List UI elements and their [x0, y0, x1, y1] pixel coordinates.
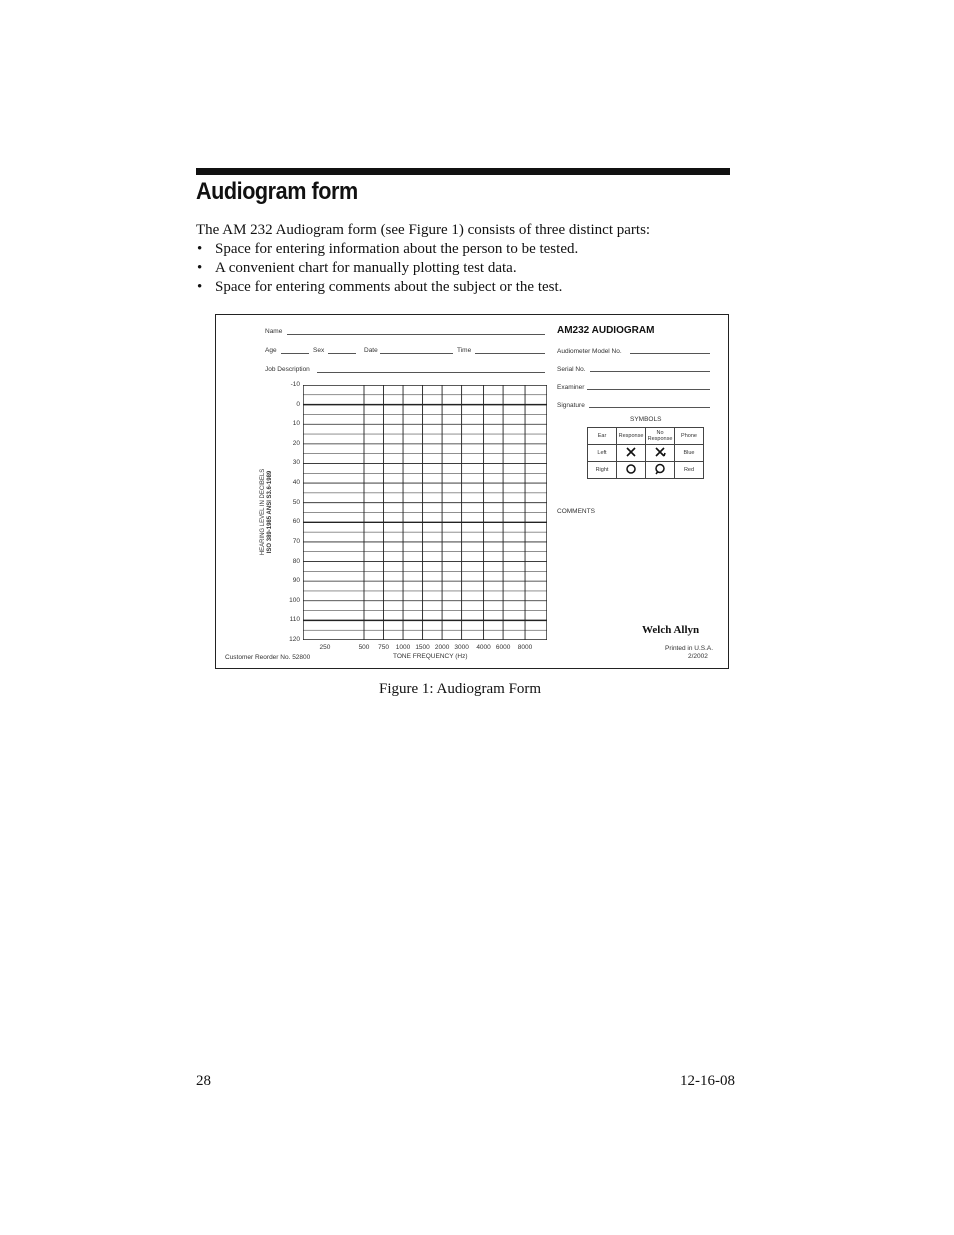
form-title: AM232 AUDIOGRAM	[557, 325, 655, 336]
page-number: 28	[196, 1073, 211, 1089]
circle-response-icon	[617, 462, 646, 479]
time-line	[475, 353, 545, 354]
y-tick-label: 100	[289, 596, 300, 604]
heading-rule	[196, 168, 730, 175]
intro-text: The AM 232 Audiogram form (see Figure 1) consists of three distinct parts:	[196, 222, 651, 238]
audiometer-line	[630, 353, 710, 354]
y-tick-label: 70	[292, 537, 300, 545]
bullet-item: • Space for entering information about the person to be tested.	[196, 241, 578, 260]
name-label: Name	[265, 328, 283, 335]
examiner-line	[587, 389, 710, 390]
footer-date: 12-16-08	[680, 1073, 735, 1089]
age-line	[281, 353, 309, 354]
bullet-item: • Space for entering comments about the subject or the test.	[196, 279, 578, 298]
y-tick-label: 10	[292, 420, 300, 428]
audiometer-label: Audiometer Model No.	[557, 348, 622, 355]
reorder-number: Customer Reorder No. 52800	[225, 654, 311, 661]
x-tick-label: 4000	[476, 644, 491, 651]
y-tick-label: 40	[292, 479, 300, 487]
symbols-table	[587, 427, 704, 479]
date-line	[380, 353, 453, 354]
symbol-header: No Response	[646, 428, 675, 445]
printed-date: 2/2002	[688, 653, 708, 660]
y-axis-label-1: HEARING LEVEL IN DECIBELS	[260, 468, 266, 556]
job-label: Job Description	[265, 366, 310, 373]
x-tick-label: 6000	[495, 644, 511, 651]
symbol-header: Response	[617, 428, 646, 445]
serial-label: Serial No.	[557, 366, 586, 373]
audiogram-form-figure	[215, 314, 729, 669]
y-tick-label: 80	[292, 557, 300, 565]
symbol-left-label: Left	[588, 445, 617, 462]
y-tick-label: 0	[296, 400, 300, 408]
phone-left-color: Blue	[675, 445, 704, 462]
x-response-icon	[617, 445, 646, 462]
phone-right-color: Red	[675, 462, 704, 479]
symbol-header: Phone	[675, 428, 704, 445]
job-line	[317, 372, 545, 373]
welch-allyn-logo: Welch Allyn	[642, 624, 700, 636]
date-label: Date	[364, 347, 378, 354]
x-no-response-icon	[646, 445, 675, 462]
x-tick-label: 8000	[517, 644, 533, 651]
x-tick-label: 1500	[415, 644, 430, 651]
x-tick-label: 1000	[395, 644, 411, 651]
y-tick-label: 20	[292, 439, 300, 447]
x-tick-label: 750	[378, 644, 389, 651]
x-tick-label: 3000	[454, 644, 469, 651]
sex-line	[328, 353, 356, 354]
sex-label: Sex	[313, 347, 325, 354]
x-tick-label: 2000	[434, 644, 450, 651]
symbol-header: Ear	[588, 428, 617, 445]
circle-no-response-icon	[646, 462, 675, 479]
y-tick-label: 60	[292, 518, 300, 526]
y-axis-label-2: ISO 389-1985 ANSI S3.6-1989	[267, 470, 273, 554]
symbol-right-label: Right	[588, 462, 617, 479]
comments-label: COMMENTS	[557, 508, 595, 515]
figure-caption: Figure 1: Audiogram Form	[379, 681, 542, 697]
y-tick-label: 50	[292, 498, 300, 506]
y-tick-label: 120	[289, 636, 300, 643]
age-label: Age	[265, 347, 277, 354]
bullet-item: • A convenient chart for manually plotting test data.	[196, 260, 578, 279]
y-tick-label: 30	[292, 459, 300, 467]
signature-line	[589, 407, 710, 408]
x-axis-title: TONE FREQUENCY (Hz)	[393, 653, 468, 660]
examiner-label: Examiner	[557, 384, 585, 391]
time-label: Time	[457, 347, 472, 354]
printed-label: Printed in U.S.A.	[665, 645, 714, 652]
x-tick-label: 500	[358, 644, 370, 651]
page-heading: Audiogram form	[196, 178, 358, 205]
symbols-label: SYMBOLS	[630, 416, 662, 423]
y-tick-label: 90	[292, 577, 300, 585]
name-line	[287, 334, 545, 335]
audiogram-grid	[303, 385, 547, 640]
y-axis-title	[260, 432, 274, 592]
y-tick-label: -10	[290, 381, 300, 388]
signature-label: Signature	[557, 402, 585, 409]
y-tick-label: 110	[289, 616, 300, 624]
serial-line	[590, 371, 710, 372]
x-tick-label: 250	[319, 644, 331, 651]
bullet-list	[196, 241, 578, 298]
